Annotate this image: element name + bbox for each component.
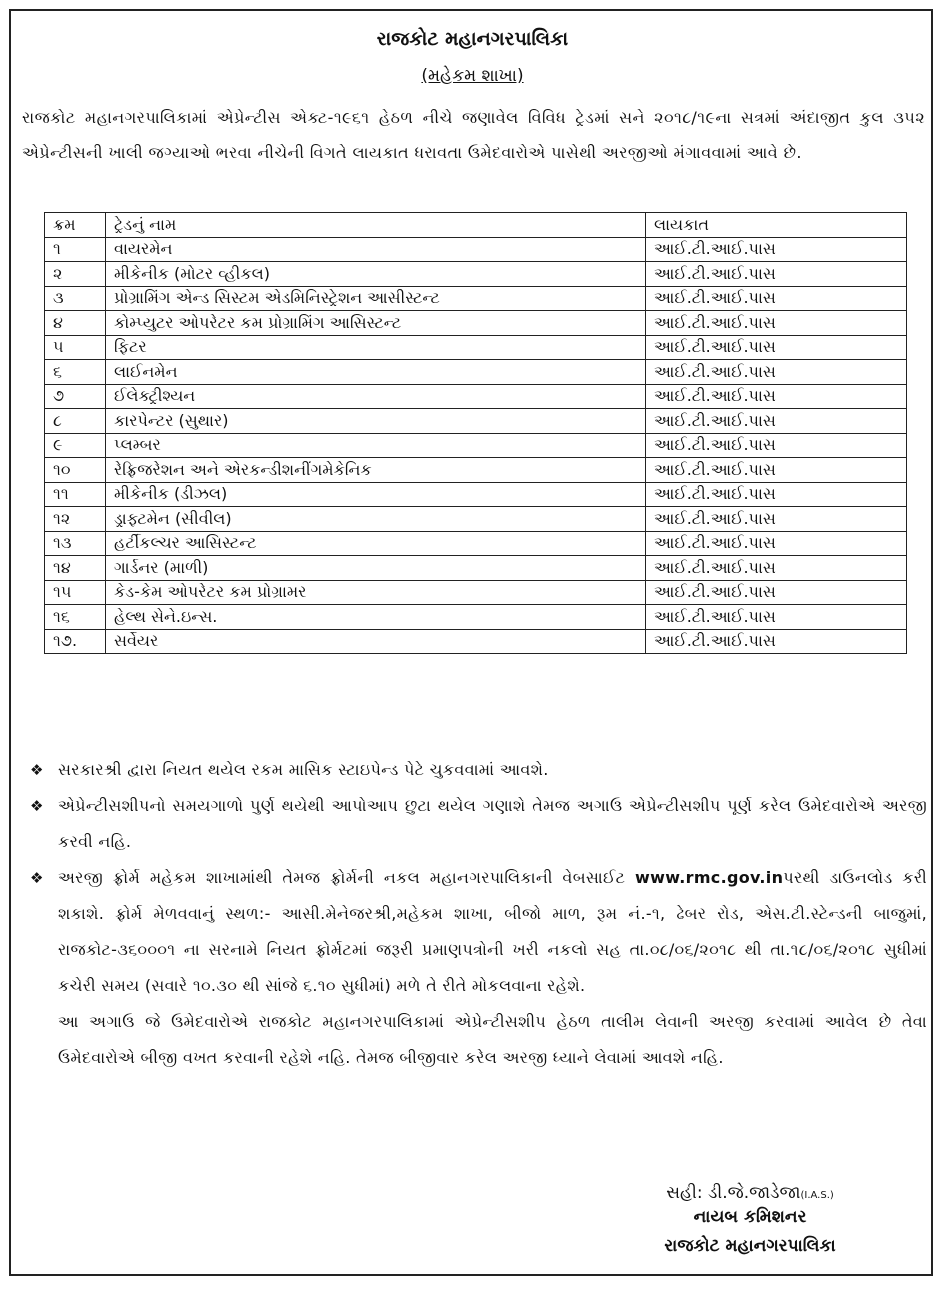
serial-cell: ૧૭. (45, 629, 106, 654)
qualification-cell: આઈ.ટી.આઈ.પાસ (646, 262, 907, 287)
table-body (45, 237, 907, 654)
column-header-serial: ક્રમ (45, 213, 106, 238)
table-row (45, 458, 907, 483)
page-subtitle (0, 66, 945, 86)
serial-cell: ૧૦ (45, 458, 106, 483)
qualification-cell: આઈ.ટી.આઈ.પાસ (646, 629, 907, 654)
note-application-form (22, 860, 927, 1004)
signatory-designation: નાયબ કમિશનર (693, 1207, 807, 1227)
table-row (45, 237, 907, 262)
table-row (45, 580, 907, 605)
note-previous-applicants (22, 1004, 927, 1076)
trade-name-cell: મીકેનીક (મોટર વ્હીકલ) (106, 262, 646, 287)
qualification-cell: આઈ.ટી.આઈ.પાસ (646, 458, 907, 483)
serial-cell: ૩ (45, 286, 106, 311)
qualification-cell: આઈ.ટી.આઈ.પાસ (646, 384, 907, 409)
serial-cell: ૧૫ (45, 580, 106, 605)
diamond-bullet-icon: ❖ (30, 797, 44, 815)
qualification-cell: આઈ.ટી.આઈ.પાસ (646, 605, 907, 630)
qualification-cell: આઈ.ટી.આઈ.પાસ (646, 433, 907, 458)
note-text: આ અગાઉ જે ઉમેદવારોએ રાજકોટ મહાનગરપાલિકામાં એપ્રેન્ટીસશીપ હેઠળ તાલીમ લેવાની અરજી કરવામાં આવેલ છે તેવા ઉમેદવારોએ બીજી વખત કરવાની રહેશે નહિ. તેમજ બીજીવાર કરેલ અરજી ધ્યાને લેવામાં આવશે નહિ. (58, 1012, 927, 1067)
trade-name-cell: કેડ-કેમ ઓપરેટર કમ પ્રોગ્રામર (106, 580, 646, 605)
trade-name-cell: વાયરમેન (106, 237, 646, 262)
diamond-bullet-icon: ❖ (30, 761, 44, 779)
table-row (45, 629, 907, 654)
table-row (45, 433, 907, 458)
note-stipend (22, 752, 927, 788)
table-row (45, 556, 907, 581)
note-text: એપ્રેન્ટીસશીપનો સમયગાળો પુર્ણ થયેથી આપોઆપ છુટા થયેલ ગણાશે તેમજ અગાઉ એપ્રેન્ટીસશીપ પૂર્ણ કરેલ ઉમેદવારોએ અરજી કરવી નહિ. (58, 796, 927, 851)
trade-name-cell: લાઈનમેન (106, 360, 646, 385)
serial-cell: ૨ (45, 262, 106, 287)
qualification-cell: આઈ.ટી.આઈ.પાસ (646, 556, 907, 581)
qualification-cell: આઈ.ટી.આઈ.પાસ (646, 360, 907, 385)
trade-name-cell: સર્વેયર (106, 629, 646, 654)
qualification-cell: આઈ.ટી.આઈ.પાસ (646, 409, 907, 434)
qualification-cell: આઈ.ટી.આઈ.પાસ (646, 507, 907, 532)
trade-name-cell: હેલ્થ સેને.ઇન્સ. (106, 605, 646, 630)
signature-line (600, 1183, 900, 1203)
section-label: (મહેકમ શાખા) (421, 66, 524, 86)
table-row (45, 335, 907, 360)
table-row (45, 409, 907, 434)
table-row (45, 531, 907, 556)
table-row (45, 605, 907, 630)
table-row (45, 507, 907, 532)
serial-cell: ૮ (45, 409, 106, 434)
qualification-cell: આઈ.ટી.આઈ.પાસ (646, 335, 907, 360)
qualification-cell: આઈ.ટી.આઈ.પાસ (646, 237, 907, 262)
trade-name-cell: કારપેન્ટર (સુથાર) (106, 409, 646, 434)
trade-name-cell: ઈલેક્ટ્રીશ્યન (106, 384, 646, 409)
table-row (45, 384, 907, 409)
serial-cell: ૧ (45, 237, 106, 262)
serial-cell: ૫ (45, 335, 106, 360)
trade-name-cell: મીકેનીક (ડીઝલ) (106, 482, 646, 507)
intro-paragraph: રાજકોટ મહાનગરપાલિકામાં એપ્રેન્ટીસ એક્ટ-૧૯૬૧ હેઠળ નીચે જણાવેલ વિવિધ ટ્રેડમાં સને ૨૦૧૮/૧૯ના સત્રમાં અંદાજીત કુલ ૩૫૨ એપ્રેન્ટીસની ખાલી જગ્યાઓ ભરવા નીચેની વિગતે લાયકાત ધરાવતા ઉમેદવારોએ પાસેથી અરજીઓ મંગાવવામાં આવે છે. (22, 108, 925, 162)
table-row (45, 311, 907, 336)
note-apprenticeship-period (22, 788, 927, 860)
column-header-trade: ટ્રેડનું નામ (106, 213, 646, 238)
qualification-cell: આઈ.ટી.આઈ.પાસ (646, 286, 907, 311)
serial-cell: ૧૧ (45, 482, 106, 507)
note-text: સરકારશ્રી દ્વારા નિયત થયેલ રકમ માસિક સ્ટાઇપેન્ડ પેટે ચુકવવામાં આવશે. (58, 760, 549, 779)
trade-name-cell: ડ્રાફ્ટમેન (સીવીલ) (106, 507, 646, 532)
serial-cell: ૧૬ (45, 605, 106, 630)
trades-table (44, 212, 907, 654)
serial-cell: ૧૨ (45, 507, 106, 532)
serial-cell: ૬ (45, 360, 106, 385)
serial-cell: ૧૪ (45, 556, 106, 581)
trade-name-cell: ગાર્ડનર (માળી) (106, 556, 646, 581)
serial-cell: ૭ (45, 384, 106, 409)
table-row (45, 482, 907, 507)
diamond-bullet-icon: ❖ (30, 869, 44, 887)
column-header-qualification: લાયકાત (646, 213, 907, 238)
qualification-cell: આઈ.ટી.આઈ.પાસ (646, 311, 907, 336)
serial-cell: ૪ (45, 311, 106, 336)
signatory-organization: રાજકોટ મહાનગરપાલિકા (664, 1236, 836, 1256)
table-row (45, 286, 907, 311)
signatory-name: સહી: ડી.જે.જાડેજા (666, 1183, 801, 1203)
trade-name-cell: હર્ટીકલ્ચર આસિસ્ટન્ટ (106, 531, 646, 556)
qualification-cell: આઈ.ટી.આઈ.પાસ (646, 482, 907, 507)
trade-name-cell: પ્લમ્બર (106, 433, 646, 458)
table-row (45, 360, 907, 385)
note-text: પરથી ડાઉનલોડ કરી શકાશે. ફ્રોર્મ મેળવવાનું સ્થળ:- આસી.મેનેજરશ્રી,મહેકમ શાખા, બીજો માળ, રૂમ નં.-૧, ઢેબર રોડ, એસ.ટી.સ્ટેન્ડની બાજુમાં, રાજકોટ-૩૬૦૦૦૧ ના સરનામે નિયત ફ્રોર્મટમાં જરૂરી પ્રમાણપત્રોની ખરી નકલો સહ તા.૦૮/૦૬/૨૦૧૮ થી તા.૧૮/૦૬/૨૦૧૮ સુધીમાં કચેરી સમય (સવારે ૧૦.૩૦ થી સાંજે ૬.૧૦ સુધીમાં) મળે તે રીતે મોકલવાના રહેશે. (58, 868, 927, 995)
trade-name-cell: કોમ્પ્યુટર ઓપરેટર કમ પ્રોગ્રામિંગ આસિસ્ટન્ટ (106, 311, 646, 336)
signatory-credential: (I.A.S.) (800, 1190, 834, 1201)
table-row (45, 262, 907, 287)
serial-cell: ૧૩ (45, 531, 106, 556)
trade-name-cell: રેફ્રિજરેશન અને એરકન્ડીશનીંગમેકેનિક (106, 458, 646, 483)
qualification-cell: આઈ.ટી.આઈ.પાસ (646, 531, 907, 556)
table-header-row (45, 213, 907, 238)
qualification-cell: આઈ.ટી.આઈ.પાસ (646, 580, 907, 605)
page-title: રાજકોટ મહાનગરપાલિકા (376, 28, 569, 50)
website-link[interactable]: www.rmc.gov.in (635, 868, 784, 887)
serial-cell: ૯ (45, 433, 106, 458)
notes-section (22, 752, 927, 1076)
trade-name-cell: ફિટર (106, 335, 646, 360)
note-text: અરજી ફ્રોર્મ મહેકમ શાખામાંથી તેમજ ફ્રોર્મની નકલ મહાનગરપાલિકાની વેબસાઈટ (58, 868, 636, 887)
trade-name-cell: પ્રોગ્રામિંગ એન્ડ સિસ્ટમ એડમિનિસ્ટ્રેશન આસીસ્ટન્ટ (106, 286, 646, 311)
